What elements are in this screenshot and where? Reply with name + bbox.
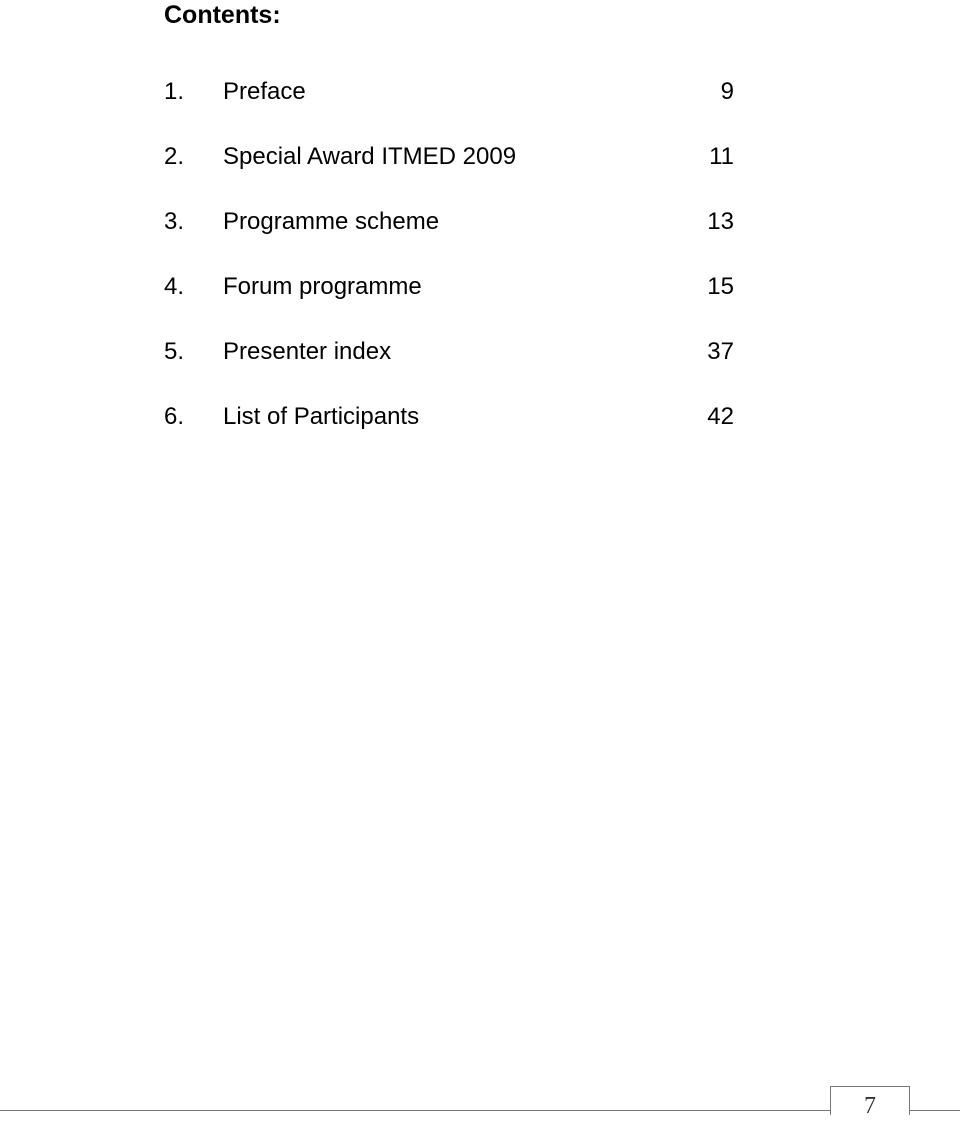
toc-entry-page: 13 (707, 208, 734, 235)
toc-entry-special-award (164, 139, 734, 204)
toc-entry-title: Forum programme (223, 273, 422, 300)
toc-entry-page: 42 (707, 403, 734, 430)
toc-entry-programme-scheme (164, 204, 734, 269)
footer-divider (0, 1110, 960, 1111)
table-of-contents (164, 74, 734, 464)
toc-entry-number: 5. (164, 338, 185, 365)
page-number: 7 (864, 1093, 876, 1119)
toc-entry-page: 9 (720, 78, 734, 105)
toc-entry-number: 4. (164, 273, 185, 300)
toc-entry-page: 37 (707, 338, 734, 365)
toc-entry-title: Preface (223, 78, 306, 105)
toc-entry-title: Programme scheme (223, 208, 440, 235)
toc-entry-title: List of Participants (223, 403, 420, 430)
toc-entry-number: 3. (164, 208, 185, 235)
toc-entry-preface (164, 74, 734, 139)
toc-entry-title: Presenter index (223, 338, 392, 365)
page-number-box (830, 1086, 910, 1119)
contents-heading: Contents: (164, 1, 281, 29)
toc-entry-number: 2. (164, 143, 185, 170)
toc-entry-presenter-index (164, 334, 734, 399)
toc-entry-number: 1. (164, 78, 185, 105)
toc-entry-page: 11 (709, 143, 734, 170)
toc-entry-forum-programme (164, 269, 734, 334)
toc-entry-number: 6. (164, 403, 185, 430)
toc-entry-list-of-participants (164, 399, 734, 464)
toc-entry-page: 15 (707, 273, 734, 300)
toc-entry-title: Special Award ITMED 2009 (223, 143, 517, 170)
